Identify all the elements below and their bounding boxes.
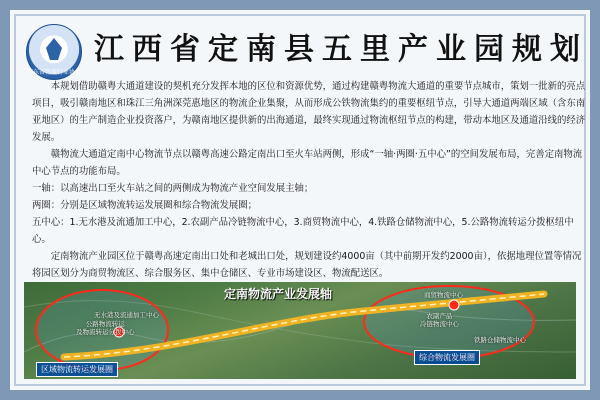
paragraph-layout: 赣物流大通道定南中心物流节点以赣粤高速公路定南出口至火车站两侧，形成“一轴·两圈·五中心”的空间发展布局，完善定南物流中心节点的功能布局。 [32,149,583,177]
plan-description [32,78,588,292]
page-title: 江西省定南县五里产业园规划 [94,32,588,67]
node-label-left-upper: 无水港及流通加工中心 [94,311,159,319]
logo-text: 广东省物流行业协会 [27,69,81,76]
node-dot-right [449,300,459,310]
aerial-map [24,282,576,379]
association-logo [26,24,82,80]
axis-label: 定南物流产业发展轴 [224,287,333,301]
paragraph-circles: 两圈：分别是区域物流转运发展圈和综合物流发展圈； [32,200,258,211]
paragraph-axis: 一轴：以高速出口至火车站之间的两侧成为物流产业空间发展主轴； [32,183,314,194]
node-label-left-lower: 公路物流转运 及物流转运分拨中心 [76,320,135,336]
paragraph-park: 定南物流产业园区位于赣粤高速定南出口处和老城出口处，规划建设约4000亩（其中前期开发约2000亩），依据地理位置等情况将园区划分为商贸物流区、综合服务区、集中仓储区、专业市场建设区、物流配送区。 [32,251,582,279]
header [24,22,588,80]
paragraph-centers: 五中心：1.无水港及流通加工中心，2.农副产品冷链物流中心，3.商贸物流中心，4.铁路仓储物流中心，5.公路物流转运分拨枢纽中心。 [32,217,574,245]
node-label-right-upper: 商贸物流中心 [424,291,463,299]
zone-tag-left: 区域物流转运发展圈 [36,362,118,377]
zone-tag-right: 综合物流发展圈 [414,350,480,365]
paragraph-intro: 本规划借助赣粤大通道建设的契机充分发挥本地的区位和资源优势，通过构建赣粤物流大通道的重要节点城市，策划一批新的亮点项目，吸引赣南地区和珠江三角洲深莞惠地区的物流企业集聚，从而形成公铁物流集约的重要枢纽节点，引导大通道两端区域（含东南亚地区）的生产制造企业投资落户，为赣南地区提供新的出海通道，最终实现通过物流枢纽节点的构建，带动本地区及通道沿线的经济发展。 [32,81,586,143]
node-label-right-middle: 农副产品 冷链物流中心 [420,312,459,328]
logo-mark-icon [46,38,62,60]
node-label-right-lower: 铁路仓储物流中心 [474,336,526,344]
